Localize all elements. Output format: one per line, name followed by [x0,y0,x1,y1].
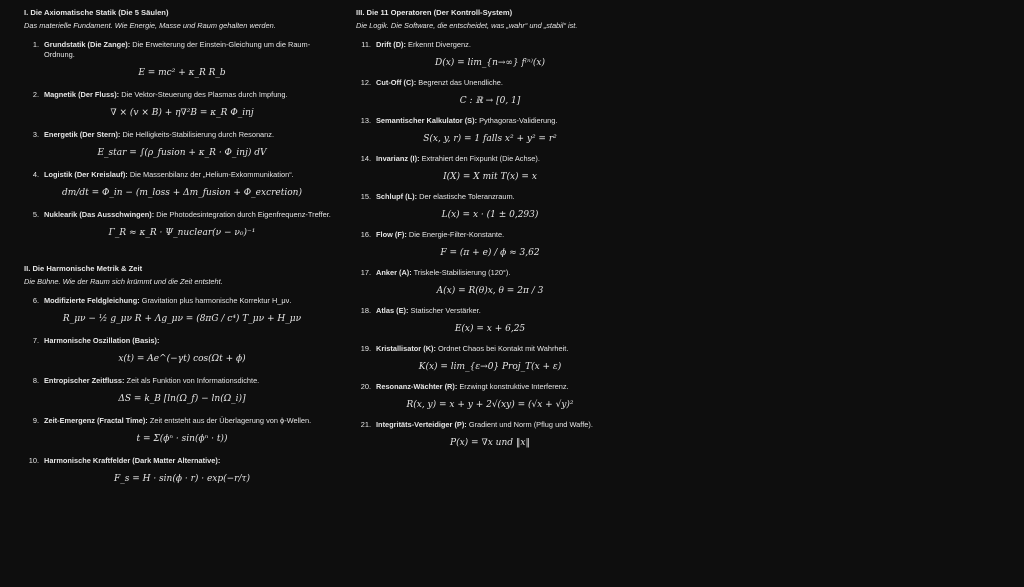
item-text: Modifizierte Feldgleichung: Gravitation plus harmonische Korrektur H_μν. [44,296,292,306]
list-item [24,456,340,492]
item-heading [356,230,624,240]
equation: E = mc² + κ_R R_b [138,68,226,79]
item-number: 6. [32,296,39,306]
item-heading [356,268,624,278]
item-number: 14. [360,154,371,164]
equation: P(x) = ∇x und ‖x‖ [450,437,530,448]
item-heading [356,382,624,392]
item-heading [24,210,340,220]
list-item [24,90,340,126]
item-text: Schlupf (L): Der elastische Toleranzraum. [376,192,515,202]
section-title: III. Die 11 Operatoren (Der Kontroll-System) [356,8,513,17]
section-intro: Die Bühne. Wie der Raum sich krümmt und die Zeit entsteht. [24,277,223,287]
item-heading [24,90,340,100]
list-item [24,210,340,246]
item-number: 8. [32,376,39,386]
equation: E(x) = x + 6,25 [454,324,526,335]
equation: Γ_R ≈ κ_R · Ψ_nuclear(ν − ν₀)⁻¹ [108,228,256,239]
equation: E_star = ∫(ρ_fusion + κ_R · Φ_inj) dV [97,148,267,159]
item-number: 10. [28,456,39,466]
item-number: 18. [360,306,371,316]
list-item [24,296,340,332]
list-item [356,420,624,456]
item-number: 15. [360,192,371,202]
item-heading [24,130,340,140]
equation: C : ℝ → [0, 1] [459,96,521,107]
equation: S(x, y, r) = 1 falls x² + y² = r² [423,134,557,145]
equation: ∇ × (v × B) + η∇²B = κ_R Φ_inj [110,108,254,119]
item-text: Zeit-Emergenz (Fractal Time): Zeit entsteht aus der Überlagerung von ϕ-Wellen. [44,416,312,426]
item-heading [356,154,624,164]
list-item [356,116,624,152]
equation: L(x) = x · (1 ± 0,293) [441,210,539,221]
item-number: 11. [361,40,371,50]
column-operators [356,0,624,458]
list-item [356,230,624,266]
list-item [24,130,340,166]
item-number: 13. [360,116,371,126]
equation: D(x) = lim_{n→∞} f⁽ⁿ⁾(x) [434,58,545,69]
item-number: 12. [360,78,371,88]
equation: ΔS = k_B [ln(Ω_f) − ln(Ω_i)] [118,394,246,405]
item-text: Resonanz-Wächter (R): Erzwingt konstruktive Interferenz. [376,382,569,392]
list-item [24,416,340,452]
section-intro: Das materielle Fundament. Wie Energie, Masse und Raum gehalten werden. [24,21,276,31]
item-number: 4. [32,170,39,180]
item-heading [356,344,624,354]
section-title: II. Die Harmonische Metrik & Zeit [24,264,143,274]
item-number: 19. [360,344,371,354]
item-number: 21. [360,420,371,430]
item-heading [356,78,624,88]
list-item [356,78,624,114]
item-heading [24,456,340,466]
item-text: Logistik (Der Kreislauf): Die Massenbilanz der „Helium-Exkommunikation“. [44,170,294,180]
item-text: Kristallisator (K): Ordnet Chaos bei Kontakt mit Wahrheit. [376,344,569,354]
item-text: Harmonische Kraftfelder (Dark Matter Alternative): [44,456,221,466]
item-heading [356,306,624,316]
item-text: Nuklearik (Das Ausschwingen): Die Photodesintegration durch Eigenfrequenz-Treffer. [44,210,331,220]
item-number: 2. [32,90,39,100]
equation: x(t) = Ae^(−γt) cos(Ωt + ϕ) [118,354,246,365]
item-text: Integritäts-Verteidiger (P): Gradient und Norm (Pflug und Waffe). [376,420,593,430]
item-number: 1. [32,40,39,50]
item-heading [24,170,340,180]
item-text: Energetik (Der Stern): Die Helligkeits-Stabilisierung durch Resonanz. [44,130,275,140]
section-title: I. Die Axiomatische Statik (Die 5 Säulen) [24,8,169,17]
item-heading [356,40,624,50]
item-text: Grundstatik (Die Zange): Die Erweiterung der Einstein-Gleichung um die Raum-Ordnung. [44,40,311,60]
equation: R(x, y) = x + y + 2√(xy) = (√x + √y)² [406,400,574,410]
item-heading [24,40,340,60]
list-item [24,376,340,412]
equation: A(x) = R(θ)x, θ = 2π / 3 [436,286,544,297]
item-heading [24,376,340,386]
list-item [356,382,624,418]
item-heading [24,416,340,426]
list-item [356,192,624,228]
list-item [356,344,624,380]
item-text: Anker (A): Triskele-Stabilisierung (120°). [376,268,511,278]
list-item [356,306,624,342]
list-item [356,40,624,76]
item-heading [24,336,340,346]
item-number: 5. [32,210,39,220]
list-item [24,336,340,372]
equation: I(X) = X mit T(x) = x [443,172,537,183]
section-intro: Die Logik. Die Software, die entscheidet, was „wahr“ und „stabil“ ist. [356,21,578,31]
list-item [356,268,624,304]
item-text: Harmonische Oszillation (Basis): [44,336,160,346]
item-number: 17. [360,268,371,278]
column-statics-metric [24,0,340,496]
item-heading [356,116,624,126]
equation: dm/dt = Φ_in − (m_loss + Δm_fusion + Φ_excretion) [62,188,302,199]
item-number: 3. [32,130,39,140]
equation: R_μν − ½ g_μν R + Λg_μν = (8πG / c⁴) T_μν + H_μν [62,314,302,325]
item-text: Entropischer Zeitfluss: Zeit als Funktion von Informationsdichte. [44,376,260,386]
item-text: Drift (D): Erkennt Divergenz. [376,40,471,50]
item-text: Atlas (E): Statischer Verstärker. [376,306,481,316]
item-heading [356,192,624,202]
equation: K(x) = lim_{ε→0} Proj_T(x + ε) [418,362,562,373]
list-item [24,170,340,206]
item-text: Semantischer Kalkulator (S): Pythagoras-Validierung. [376,116,558,126]
item-number: 7. [32,336,39,346]
item-heading [356,420,624,430]
list-item [24,40,340,86]
item-text: Cut-Off (C): Begrenzt das Unendliche. [376,78,503,88]
equation: t = Σ(ϕⁿ · sin(ϕⁿ · t)) [136,434,228,445]
equation: F = (π + e) / ϕ ≈ 3,62 [440,248,540,259]
item-number: 20. [360,382,371,392]
item-number: 9. [32,416,39,426]
item-heading [24,296,340,306]
item-text: Flow (F): Die Energie-Filter-Konstante. [376,230,505,240]
item-text: Invarianz (I): Extrahiert den Fixpunkt (Die Achse). [376,154,540,164]
item-number: 16. [360,230,371,240]
item-text: Magnetik (Der Fluss): Die Vektor-Steuerung des Plasmas durch Impfung. [44,90,288,100]
equation: F_s = H · sin(ϕ · r) · exp(−r/τ) [113,474,250,485]
list-item [356,154,624,190]
